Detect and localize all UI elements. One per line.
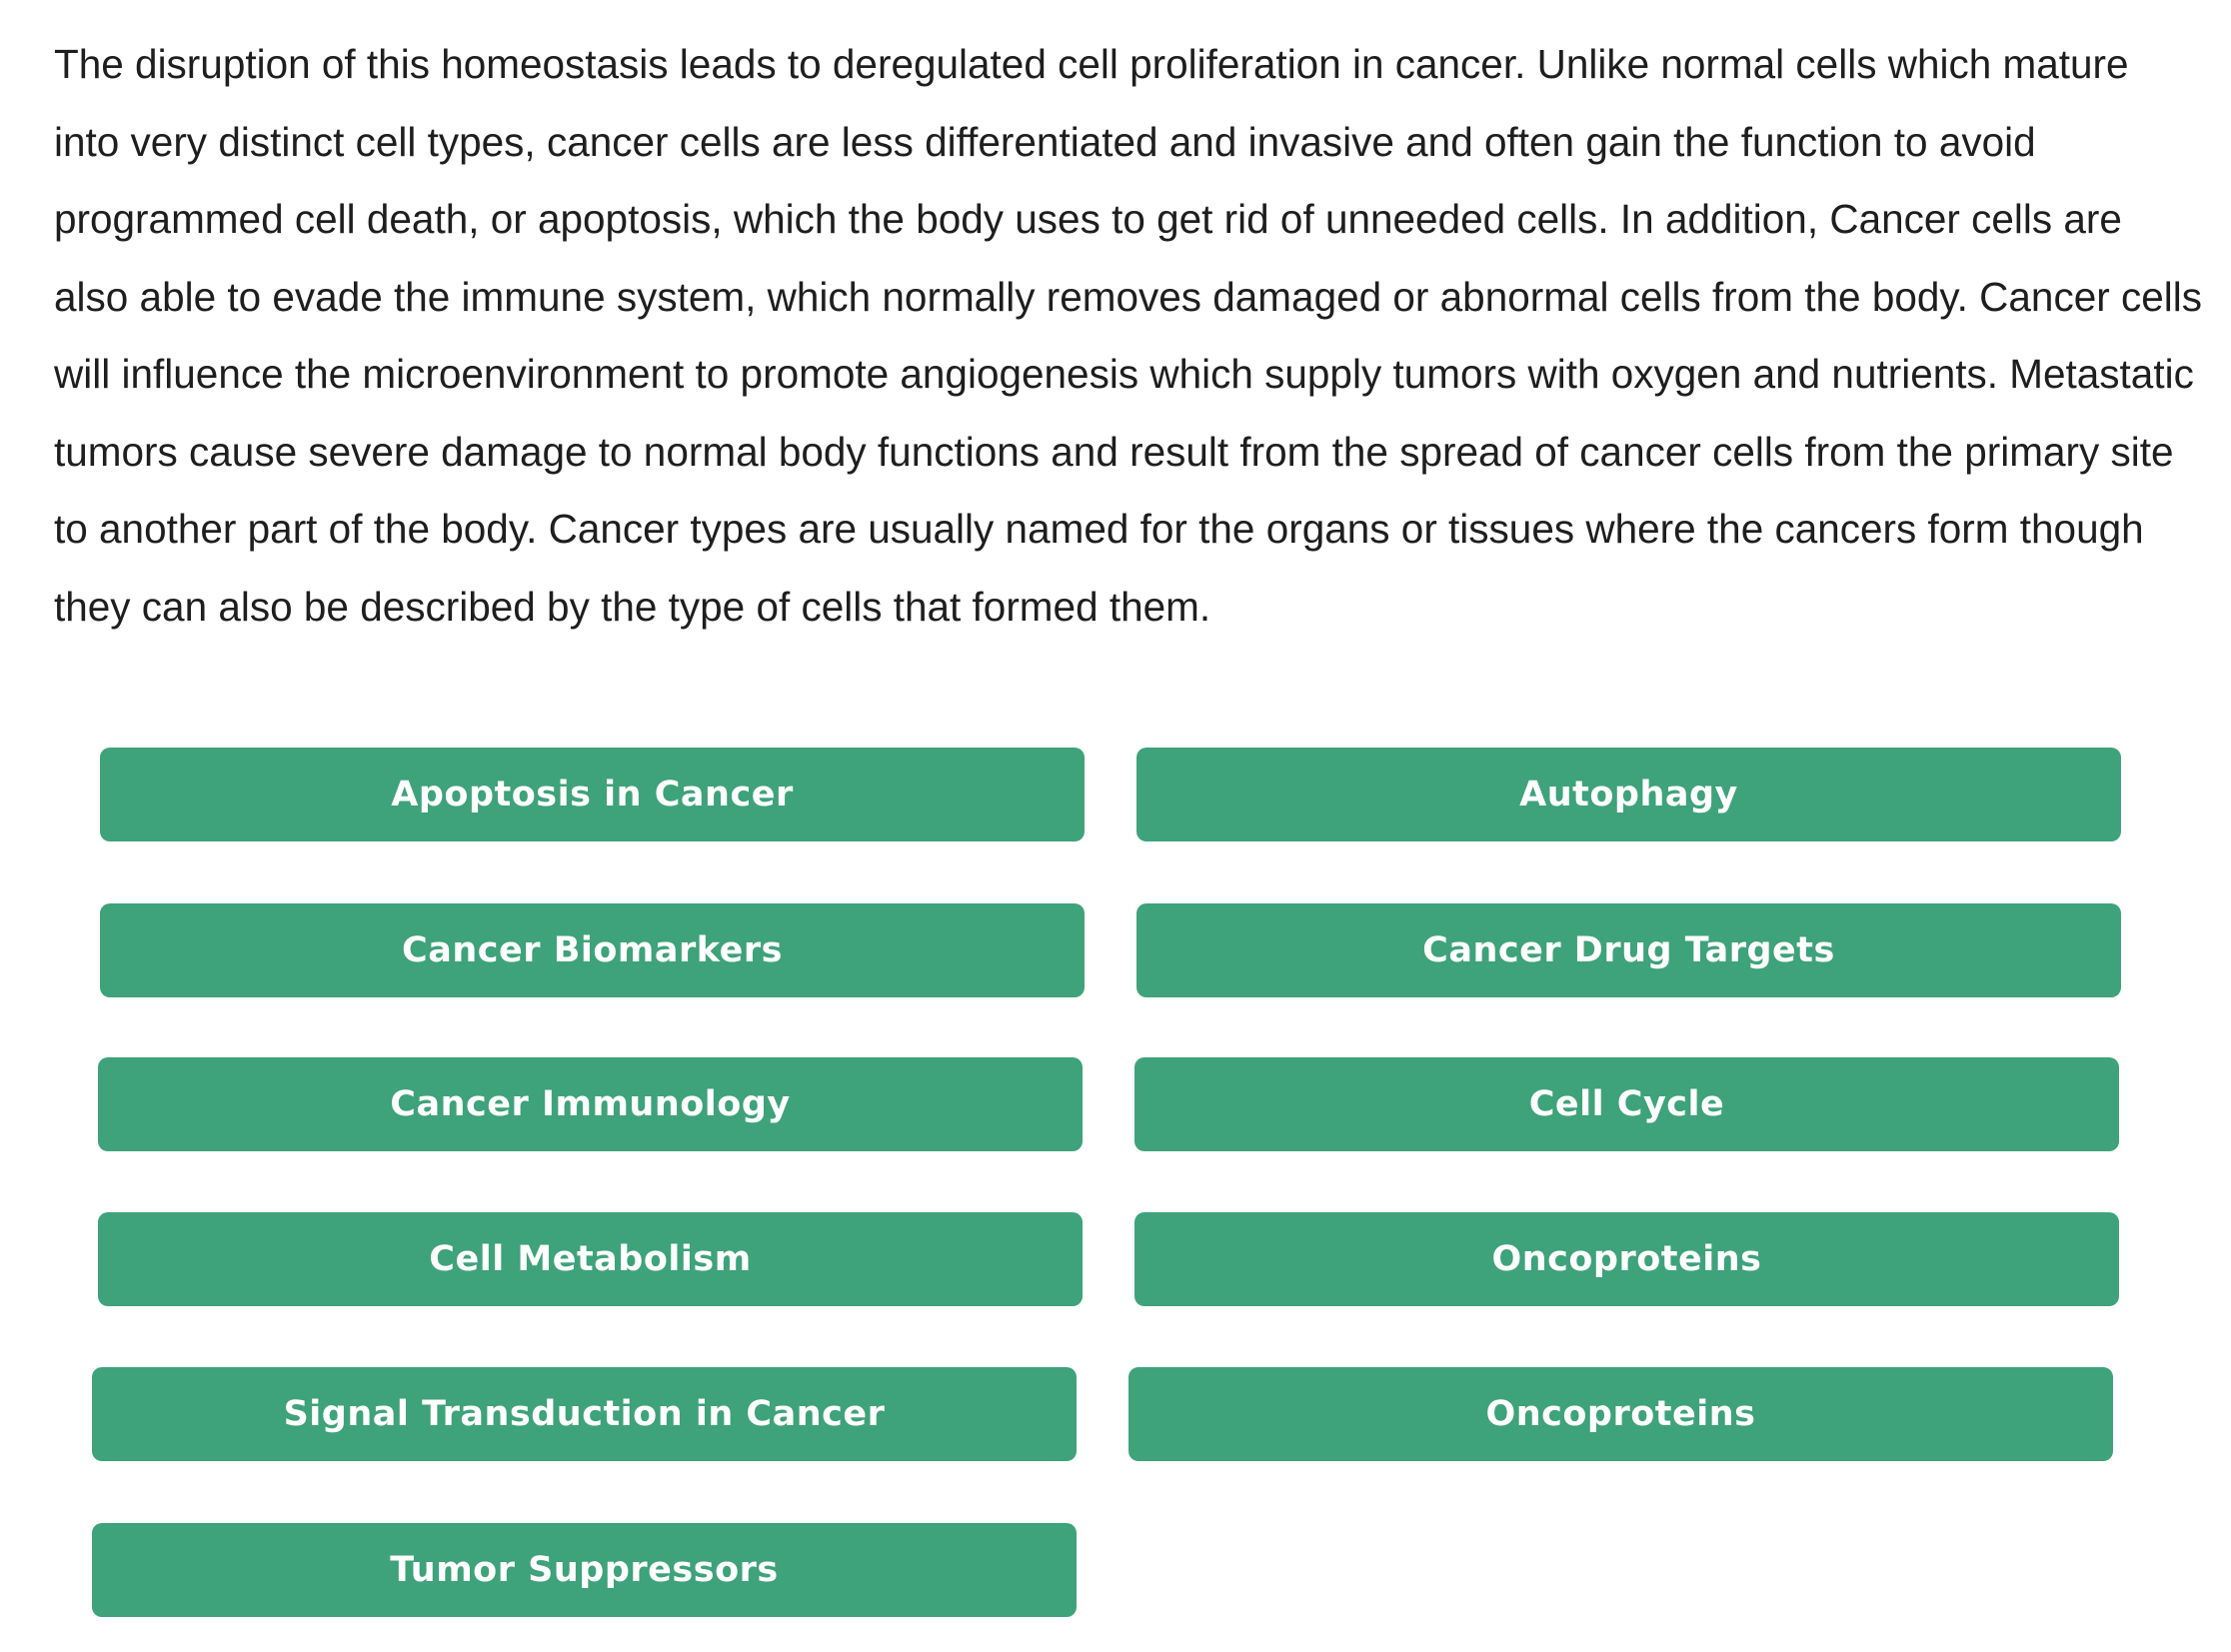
intro-paragraph: The disruption of this homeostasis leads to deregulated cell proliferation in cancer. Unlike normal cells which mature into very distinct cell types, cancer cells are less differentiated and invasive and often gain the function to avoid programmed cell death, or apoptosis, which the body uses to get rid of unneeded cells. In addition, Cancer cells are also able to evade the immune system, which normally removes damaged or abnormal cells from the body. Cancer cells will influence the microenvironment to promote angiogenesis which supply tumors with oxygen and nutrients. Metastatic tumors cause severe damage to normal body functions and result from the spread of cancer cells from the primary site to another part of the body. Cancer types are usually named for the organs or tissues where the cancers form though they can also be described by the type of cells that formed them. xyxy=(54,41,2202,630)
signal-transduction-in-cancer-button[interactable]: Signal Transduction in Cancer xyxy=(92,1367,1077,1461)
cancer-biomarkers-button[interactable]: Cancer Biomarkers xyxy=(100,903,1085,997)
cell-metabolism-button[interactable]: Cell Metabolism xyxy=(98,1212,1083,1306)
oncoproteins-button[interactable]: Oncoproteins xyxy=(1134,1212,2119,1306)
tumor-suppressors-button[interactable]: Tumor Suppressors xyxy=(92,1523,1077,1617)
cell-cycle-button[interactable]: Cell Cycle xyxy=(1134,1057,2119,1151)
cancer-drug-targets-button[interactable]: Cancer Drug Targets xyxy=(1136,903,2121,997)
autophagy-button[interactable]: Autophagy xyxy=(1136,748,2121,841)
oncoproteins-button-2[interactable]: Oncoproteins xyxy=(1128,1367,2113,1461)
cancer-immunology-button[interactable]: Cancer Immunology xyxy=(98,1057,1083,1151)
apoptosis-in-cancer-button[interactable]: Apoptosis in Cancer xyxy=(100,748,1085,841)
